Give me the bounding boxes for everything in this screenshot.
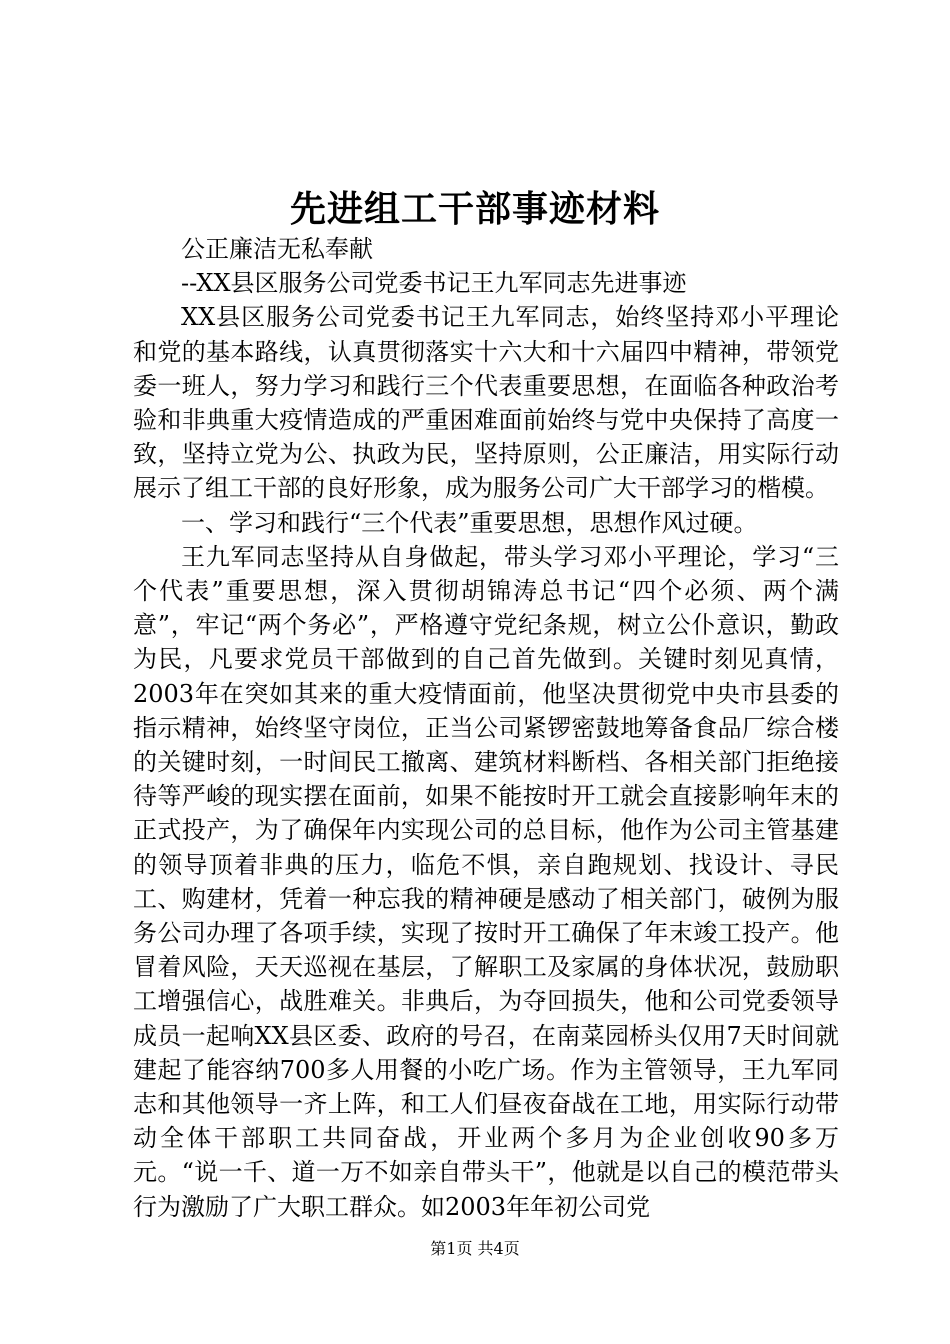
paragraph-section-1: 王九军同志坚持从自身做起，带头学习邓小平理论，学习“三个代表”重要思想，深入贯彻胡锦涛总书记“四个必须、两个满意”，牢记“两个务必”，严格遵守党纪条规，树立公仆意识，勤政为民，凡要求党员干部做到的自己首先做到。关键时刻见真情，2003年在突如其来的重大疫情面前，他坚决贯彻党中央市县委的指示精神，始终坚守岗位，正当公司紧锣密鼓地筹备食品厂综合楼的关键时刻，一时间民工撤离、建筑材料断档、各相关部门拒绝接待等严峻的现实摆在面前，如果不能按时开工就会直接影响年末的正式投产，为了确保年内实现公司的总目标，他作为公司主管基建的领导顶着非典的压力，临危不惧，亲自跑规划、找设计、寻民工、购建材，凭着一种忘我的精神硬是感动了相关部门，破例为服务公司办理了各项手续，实现了按时开工确保了年末竣工投产。他冒着风险，天天巡视在基层，了解职工及家属的身体状况，鼓励职工增强信心，战胜难关。非典后，为夺回损失，他和公司党委领导成员一起响XX县区委、政府的号召，在南菜园桥头仅用7天时间就建起了能容纳700多人用餐的小吃广场。作为主管领导，王九军同志和其他领导一齐上阵，和工人们昼夜奋战在工地，用实际行动带动全体干部职工共同奋战，开业两个多月为企业创收90多万元。“说一千、道一万不如亲自带头干”，他就是以自己的模范带头行为激励了广大职工群众。如2003年年初公司党 xyxy=(133,542,839,1221)
subtitle: 公正廉洁无私奉献 xyxy=(181,235,373,263)
section-heading-1: 一、学习和践行“三个代表”重要思想，思想作风过硬。 xyxy=(181,508,758,537)
byline: --XX县区服务公司党委书记王九军同志先进事迹 xyxy=(181,269,687,298)
document-body xyxy=(133,232,839,1224)
page-number-footer: 第1页 共4页 xyxy=(430,1239,520,1258)
document-title: 先进组工干部事迹材料 xyxy=(289,188,660,230)
paragraph-intro: XX县区服务公司党委书记王九军同志，始终坚持邓小平理论和党的基本路线，认真贯彻落实十六大和十六届四中精神，带领党委一班人，努力学习和践行三个代表重要思想，在面临各种政治考验和非典重大疫情造成的严重困难面前始终与党中央保持了高度一致，坚持立党为公、执政为民，坚持原则，公正廉洁，用实际行动展示了组工干部的良好形象，成为服务公司广大干部学习的楷模。 xyxy=(133,303,839,503)
